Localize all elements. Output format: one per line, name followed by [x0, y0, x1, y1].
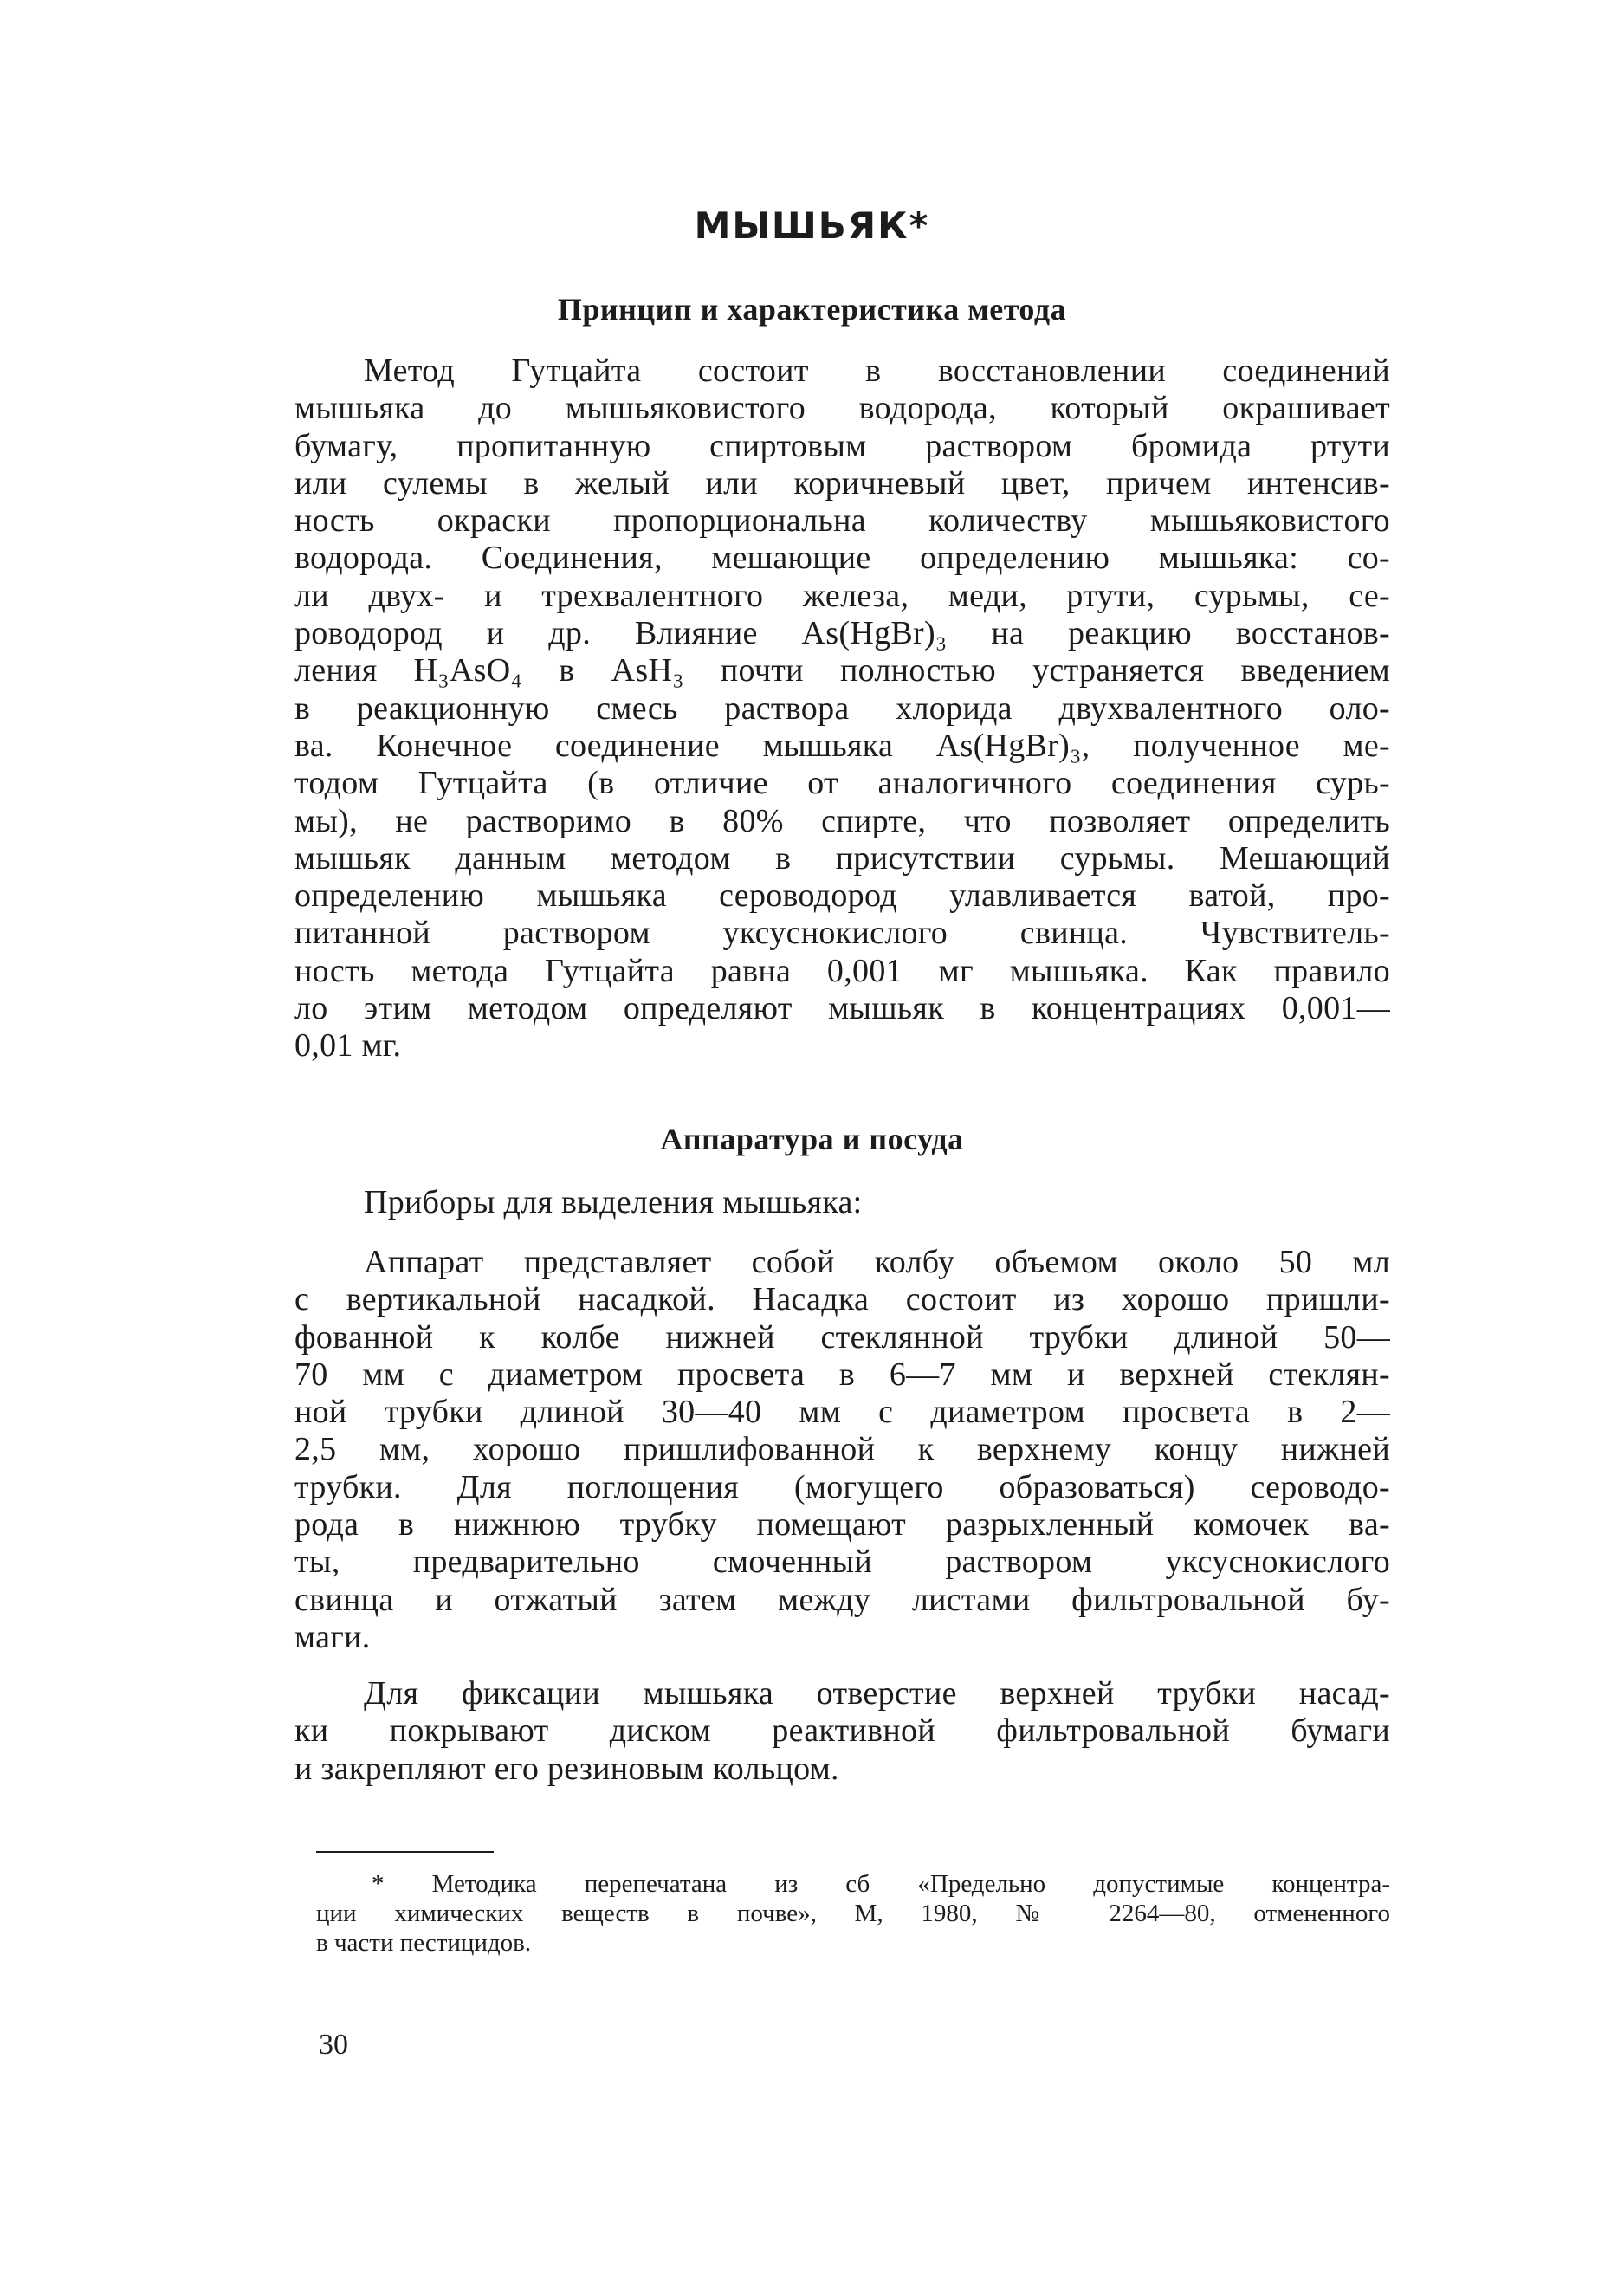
- footnote: [316, 1869, 1390, 1958]
- footnote-line: * Методика перепечатана из сб «Предельно допустимые концентра-: [372, 1870, 1390, 1898]
- text-line: ления H₃AsO₄ в AsH₃ почти полностью устраняется введением: [294, 652, 1390, 689]
- text-line: питанной раствором уксуснокислого свинца. Чувствитель-: [294, 915, 1390, 952]
- text-line: 0,01 мг.: [294, 1027, 402, 1065]
- text-line: или сулемы в желый или коричневый цвет, причем интенсив-: [294, 464, 1390, 502]
- text-line: в реакционную смесь раствора хлорида двухвалентного оло-: [294, 689, 1390, 727]
- text-line: ки покрывают диском реактивной фильтровальной бумаги: [294, 1712, 1390, 1750]
- fixation-paragraph: [294, 1675, 1390, 1788]
- page-title: МЫШЬЯК*: [694, 204, 930, 247]
- text-line: с вертикальной насадкой. Насадка состоит из хорошо пришли-: [294, 1281, 1390, 1318]
- text-line: мышьяк данным методом в присутствии сурьмы. Мешающий: [294, 839, 1390, 877]
- text-line: роводород и др. Влияние As(HgBr)₃ на реакцию восстанов-: [294, 615, 1390, 652]
- principle-paragraph: [294, 353, 1390, 1065]
- text-line: ты, предварительно смоченный раствором уксуснокислого: [294, 1544, 1390, 1581]
- text-line: ло этим методом определяют мышьяк в концентрациях 0,001—: [294, 990, 1390, 1027]
- text-line: маги.: [294, 1618, 371, 1655]
- text-line: Для фиксации мышьяка отверстие верхней трубки насад-: [364, 1675, 1390, 1712]
- text-line: и закрепляют его резиновым кольцом.: [294, 1750, 839, 1787]
- text-line: Аппарат представляет собой колбу объемом около 50 мл: [364, 1244, 1390, 1280]
- text-line: мышьяка до мышьяковистого водорода, который окрашивает: [294, 390, 1390, 427]
- text-line: мы), не растворимо в 80% спирте, что позволяет определить: [294, 802, 1390, 839]
- text-line: тодом Гутцайта (в отличие от аналогичного соединения сурь-: [294, 765, 1390, 802]
- text-line: ность метода Гутцайта равна 0,001 мг мышьяка. Как правило: [294, 952, 1390, 989]
- text-line: ли двух- и трехвалентного железа, меди, ртути, сурьмы, се-: [294, 577, 1390, 614]
- section-heading-apparatus: Аппаратура и посуда: [660, 1122, 964, 1156]
- text-line: 70 мм с диаметром просвета в 6—7 мм и верхней стеклян-: [294, 1356, 1390, 1393]
- text-line: трубки. Для поглощения (могущего образоваться) сероводо-: [294, 1468, 1390, 1505]
- apparatus-intro: [294, 1184, 1390, 1221]
- page-number: 30: [319, 2029, 348, 2061]
- text-line: фованной к колбе нижней стеклянной трубки длиной 50—: [294, 1318, 1390, 1356]
- footnote-line: в части пестицидов.: [316, 1929, 532, 1957]
- text-line: определению мышьяка сероводород улавливается ватой, про-: [294, 877, 1390, 915]
- section-heading-principle: Принцип и характеристика метода: [557, 292, 1067, 327]
- apparatus-paragraph: [294, 1244, 1390, 1656]
- text-line: свинца и отжатый затем между листами фильтровальной бу-: [294, 1581, 1390, 1618]
- footnote-line: ции химических веществ в почве», М, 1980, № 2264—80, отмененного: [316, 1900, 1390, 1927]
- text-line: ность окраски пропорциональна количеству мышьяковистого: [294, 502, 1390, 540]
- text-line: бумагу, пропитанную спиртовым раствором бромида ртути: [294, 427, 1390, 464]
- text-line: Метод Гутцайта состоит в восстановлении соединений: [364, 353, 1390, 389]
- footnote-divider: [316, 1851, 494, 1853]
- text-line: ва. Конечное соединение мышьяка As(HgBr)₃, полученное ме-: [294, 727, 1390, 764]
- text-line: 2,5 мм, хорошо пришлифованной к верхнему концу нижней: [294, 1431, 1390, 1468]
- text-line: рода в нижнюю трубку помещают разрыхленный комочек ва-: [294, 1506, 1390, 1544]
- text-line: ной трубки длиной 30—40 мм с диаметром просвета в 2—: [294, 1394, 1390, 1431]
- text-line: водорода. Соединения, мешающие определению мышьяка: со-: [294, 540, 1390, 577]
- text-line: Приборы для выделения мышьяка:: [364, 1184, 863, 1220]
